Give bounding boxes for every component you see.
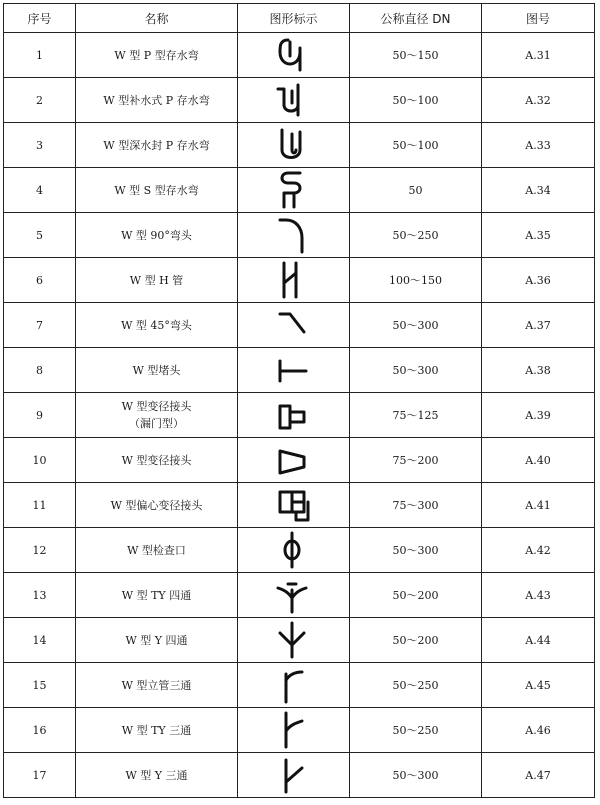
- table-row: [4, 573, 595, 618]
- row-name: [76, 618, 238, 663]
- row-index: 13: [4, 573, 76, 618]
- row-figure: [238, 663, 350, 708]
- row-index: 4: [4, 168, 76, 213]
- row-figure: [238, 33, 350, 78]
- row-drawing-number: A.33: [482, 123, 595, 168]
- row-index: 2: [4, 78, 76, 123]
- row-name: [76, 168, 238, 213]
- header-nominal-diameter: 公称直径 DN: [350, 4, 482, 33]
- p-trap-refill-icon: [274, 79, 314, 121]
- header-name: 名称: [76, 4, 238, 33]
- row-figure: [238, 753, 350, 798]
- row-index: 12: [4, 528, 76, 573]
- row-drawing-number: A.35: [482, 213, 595, 258]
- stack-tee-icon: [274, 664, 314, 706]
- row-index: 1: [4, 33, 76, 78]
- row-name: [76, 123, 238, 168]
- row-nominal-diameter: 50: [350, 168, 482, 213]
- row-name: [76, 663, 238, 708]
- table-row: [4, 393, 595, 438]
- row-nominal-diameter: 50～250: [350, 213, 482, 258]
- row-index: 15: [4, 663, 76, 708]
- row-name-text: W 型 H 管: [129, 273, 184, 287]
- y-cross-icon: [274, 619, 314, 661]
- row-name: [76, 78, 238, 123]
- row-drawing-number: A.43: [482, 573, 595, 618]
- row-nominal-diameter: 50～200: [350, 618, 482, 663]
- p-trap-icon: [274, 34, 314, 76]
- row-name: [76, 483, 238, 528]
- row-nominal-diameter: 50～300: [350, 303, 482, 348]
- table-row: [4, 168, 595, 213]
- row-index: 7: [4, 303, 76, 348]
- row-name: [76, 573, 238, 618]
- row-name: [76, 303, 238, 348]
- row-name-text: W 型深水封 P 存水弯: [103, 138, 210, 152]
- table-row: [4, 618, 595, 663]
- row-figure: [238, 213, 350, 258]
- row-name: [76, 438, 238, 483]
- row-name-text: W 型 45°弯头: [121, 318, 192, 332]
- end-cap-icon: [274, 349, 314, 391]
- table-row: [4, 33, 595, 78]
- row-figure: [238, 303, 350, 348]
- row-name-text: W 型堵头: [132, 363, 181, 377]
- table-row: [4, 753, 595, 798]
- row-nominal-diameter: 50～250: [350, 663, 482, 708]
- row-name: [76, 393, 238, 438]
- row-nominal-diameter: 100～150: [350, 258, 482, 303]
- table-row: [4, 258, 595, 303]
- row-nominal-diameter: 50～250: [350, 708, 482, 753]
- row-name-text: W 型补水式 P 存水弯: [103, 93, 210, 107]
- eccentric-reducer-icon: [274, 484, 314, 526]
- row-name-text: W 型 Y 四通: [125, 633, 188, 647]
- h-pipe-icon: [274, 259, 314, 301]
- row-name-text: W 型 TY 三通: [121, 723, 192, 737]
- row-name: [76, 753, 238, 798]
- table-row: [4, 663, 595, 708]
- reducer-icon: [274, 439, 314, 481]
- p-trap-deep-seal-icon: [274, 124, 314, 166]
- row-figure: [238, 618, 350, 663]
- row-name-subtitle: （漏门型）: [129, 417, 184, 430]
- row-figure: [238, 78, 350, 123]
- row-index: 8: [4, 348, 76, 393]
- fittings-table: [3, 3, 595, 798]
- row-figure: [238, 528, 350, 573]
- header-row: [4, 4, 595, 33]
- row-name-text: W 型 90°弯头: [121, 228, 192, 242]
- row-figure: [238, 348, 350, 393]
- row-name: [76, 708, 238, 753]
- elbow-90-icon: [274, 214, 314, 256]
- y-tee-icon: [274, 754, 314, 796]
- row-figure: [238, 708, 350, 753]
- s-trap-icon: [274, 169, 314, 211]
- row-figure: [238, 438, 350, 483]
- row-name-text: W 型偏心变径接头: [110, 498, 203, 512]
- row-nominal-diameter: 50～300: [350, 753, 482, 798]
- row-name-text: W 型 S 型存水弯: [114, 183, 199, 197]
- row-figure: [238, 123, 350, 168]
- row-drawing-number: A.46: [482, 708, 595, 753]
- row-nominal-diameter: 75～125: [350, 393, 482, 438]
- row-name-text: W 型检查口: [127, 543, 186, 557]
- row-drawing-number: A.37: [482, 303, 595, 348]
- row-index: 5: [4, 213, 76, 258]
- row-name-text: W 型变径接头: [121, 400, 192, 413]
- row-drawing-number: A.45: [482, 663, 595, 708]
- row-nominal-diameter: 50～100: [350, 123, 482, 168]
- row-name-text: W 型 Y 三通: [125, 768, 188, 782]
- table-row: [4, 78, 595, 123]
- row-index: 6: [4, 258, 76, 303]
- cleanout-icon: [274, 529, 314, 571]
- row-drawing-number: A.38: [482, 348, 595, 393]
- row-drawing-number: A.36: [482, 258, 595, 303]
- reducer-funnel-icon: [274, 394, 314, 436]
- table-row: [4, 438, 595, 483]
- row-nominal-diameter: 50～200: [350, 573, 482, 618]
- table-row: [4, 528, 595, 573]
- row-nominal-diameter: 75～200: [350, 438, 482, 483]
- row-drawing-number: A.39: [482, 393, 595, 438]
- row-drawing-number: A.47: [482, 753, 595, 798]
- row-index: 10: [4, 438, 76, 483]
- row-name-text: W 型 TY 四通: [121, 588, 192, 602]
- row-nominal-diameter: 75～300: [350, 483, 482, 528]
- row-drawing-number: A.44: [482, 618, 595, 663]
- row-figure: [238, 168, 350, 213]
- table-row: [4, 303, 595, 348]
- table-row: [4, 213, 595, 258]
- row-drawing-number: A.34: [482, 168, 595, 213]
- row-index: 16: [4, 708, 76, 753]
- row-nominal-diameter: 50～300: [350, 348, 482, 393]
- header-index: 序号: [4, 4, 76, 33]
- table-row: [4, 348, 595, 393]
- row-index: 3: [4, 123, 76, 168]
- row-name-text: W 型变径接头: [121, 453, 192, 467]
- row-name: [76, 348, 238, 393]
- row-name: [76, 33, 238, 78]
- row-index: 17: [4, 753, 76, 798]
- row-name: [76, 213, 238, 258]
- row-figure: [238, 573, 350, 618]
- elbow-45-icon: [274, 304, 314, 346]
- row-name-text: W 型 P 型存水弯: [114, 48, 199, 62]
- row-drawing-number: A.42: [482, 528, 595, 573]
- row-drawing-number: A.40: [482, 438, 595, 483]
- table-row: [4, 123, 595, 168]
- ty-cross-icon: [274, 574, 314, 616]
- row-nominal-diameter: 50～100: [350, 78, 482, 123]
- row-name-text: W 型立管三通: [121, 678, 192, 692]
- row-figure: [238, 483, 350, 528]
- row-index: 11: [4, 483, 76, 528]
- row-index: 14: [4, 618, 76, 663]
- ty-tee-icon: [274, 709, 314, 751]
- row-drawing-number: A.32: [482, 78, 595, 123]
- header-drawing-number: 图号: [482, 4, 595, 33]
- row-drawing-number: A.41: [482, 483, 595, 528]
- row-name: [76, 258, 238, 303]
- row-name: [76, 528, 238, 573]
- header-figure: 图形标示: [238, 4, 350, 33]
- table-row: [4, 708, 595, 753]
- row-index: 9: [4, 393, 76, 438]
- row-nominal-diameter: 50～300: [350, 528, 482, 573]
- table-row: [4, 483, 595, 528]
- row-nominal-diameter: 50～150: [350, 33, 482, 78]
- row-drawing-number: A.31: [482, 33, 595, 78]
- row-figure: [238, 258, 350, 303]
- row-figure: [238, 393, 350, 438]
